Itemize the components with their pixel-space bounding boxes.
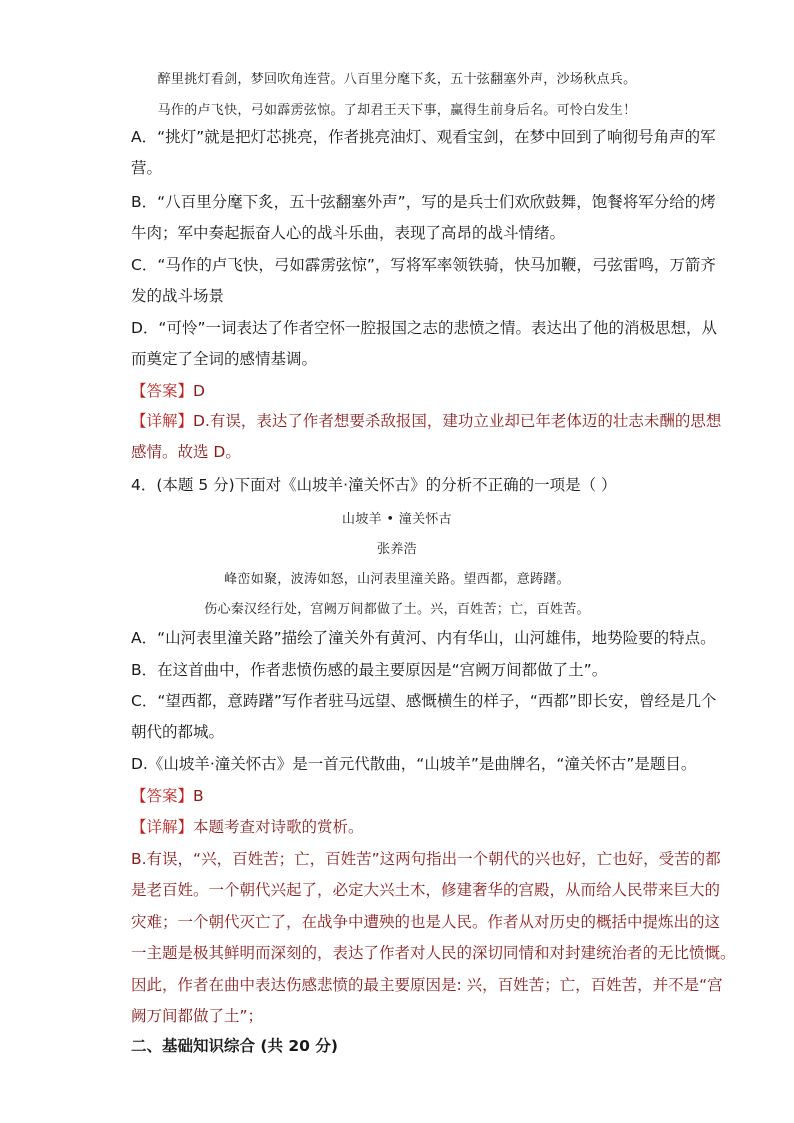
option-b: B．“八百里分麾下炙，五十弦翻塞外声”，写的是兵士们欢欣鼓舞，饱餐将军分给的烤 [131, 193, 716, 211]
option-c-cont: 发的战斗场景 [131, 287, 225, 305]
detail-text-cont: 灾难；一个朝代灭亡了，在战争中遭殃的也是人民。作者从对历史的概括中提炼出的这 [131, 913, 721, 931]
option-a: A．“挑灯”就是把灯芯挑亮，作者挑亮油灯、观看宝剑，在梦中回到了响彻号角声的军 [131, 128, 716, 146]
detail-text-cont: 是老百姓。一个朝代兴起了，必定大兴土木，修建奢华的宫殿，从而给人民带来巨大的 [131, 881, 721, 899]
poem-line: 醉里挑灯看剑，梦回吹角连营。八百里分麾下炙，五十弦翻塞外声，沙场秋点兵。 [157, 72, 637, 87]
poem-title: 山坡羊 • 潼关怀古 [342, 512, 452, 527]
option-a-cont: 营。 [131, 159, 163, 177]
detail-text: D.有误，表达了作者想要杀敌报国，建功立业却已年老体迈的壮志未酬的思想 [193, 412, 722, 430]
poem-line: 马作的卢飞快，弓如霹雳弦惊。了却君王天下事，赢得生前身后名。可怜白发生！ [157, 103, 637, 118]
detail-text-cont: 因此，作者在曲中表达伤感悲愤的最主要原因是: 兴，百姓苦；亡，百姓苦，并不是“宫 [131, 976, 723, 994]
answer-value: D [193, 382, 205, 400]
detail-line [131, 817, 671, 837]
section-heading: 二、基础知识综合 (共 20 分) [131, 1037, 338, 1055]
option-d: D．“可怜”一词表达了作者空怀一腔报国之志的悲愤之情。表达出了他的消极思想，从 [131, 319, 717, 337]
answer-line [131, 786, 671, 806]
detail-tag: 【详解】 [131, 818, 194, 836]
detail-text-cont: 阙万间都做了土”； [131, 1007, 264, 1025]
poem-author: 张养浩 [377, 542, 417, 557]
option-d-cont: 而奠定了全词的感情基调。 [131, 350, 318, 368]
answer-tag: 【答案】 [131, 382, 194, 400]
detail-line [131, 411, 722, 431]
option-c-cont: 朝代的都城。 [131, 723, 225, 741]
option-a: A．“山河表里潼关路”描绘了潼关外有黄河、内有华山，山河雄伟，地势险要的特点。 [131, 629, 716, 647]
detail-text-cont: 感情。故选 D。 [131, 443, 241, 461]
answer-tag: 【答案】 [131, 787, 194, 805]
option-b-cont: 牛肉；军中奏起振奋人心的战斗乐曲，表现了高昂的战斗情绪。 [131, 224, 566, 242]
detail-tag: 【详解】 [131, 412, 194, 430]
question-stem: 4．(本题 5 分)下面对《山坡羊·潼关怀古》的分析不正确的一项是（ ） [131, 476, 617, 494]
answer-line [131, 381, 671, 401]
option-c: C．“马作的卢飞快，弓如霹雳弦惊”，写将军率领铁骑，快马加鞭，弓弦雷鸣，万箭齐 [131, 256, 716, 274]
option-b: B．在这首曲中，作者悲愤伤感的最主要原因是“宫阙万间都做了土”。 [131, 661, 608, 679]
detail-text-cont: B.有误，“兴，百姓苦；亡，百姓苦”这两句指出一个朝代的兴也好，亡也好，受苦的都 [131, 850, 721, 868]
poem-line: 伤心秦汉经行处，宫阙万间都做了土。兴，百姓苦；亡，百姓苦。 [204, 602, 590, 617]
answer-value: B [193, 787, 204, 805]
detail-text-cont: 一主题是极其鲜明而深刻的，表达了作者对人民的深切同情和对封建统治者的无比愤慨。 [131, 944, 736, 962]
poem-line: 峰峦如聚，波涛如怒，山河表里潼关路。望西都，意踌躇。 [224, 572, 570, 587]
option-d: D.《山坡羊·潼关怀古》是一首元代散曲，“山坡羊”是曲牌名，“潼关怀古”是题目。 [131, 755, 697, 773]
detail-text: 本题考查对诗歌的赏析。 [193, 818, 364, 836]
option-c: C．“望西都，意踌躇”写作者驻马远望、感慨横生的样子，“西都”即长安，曾经是几个 [131, 692, 717, 710]
